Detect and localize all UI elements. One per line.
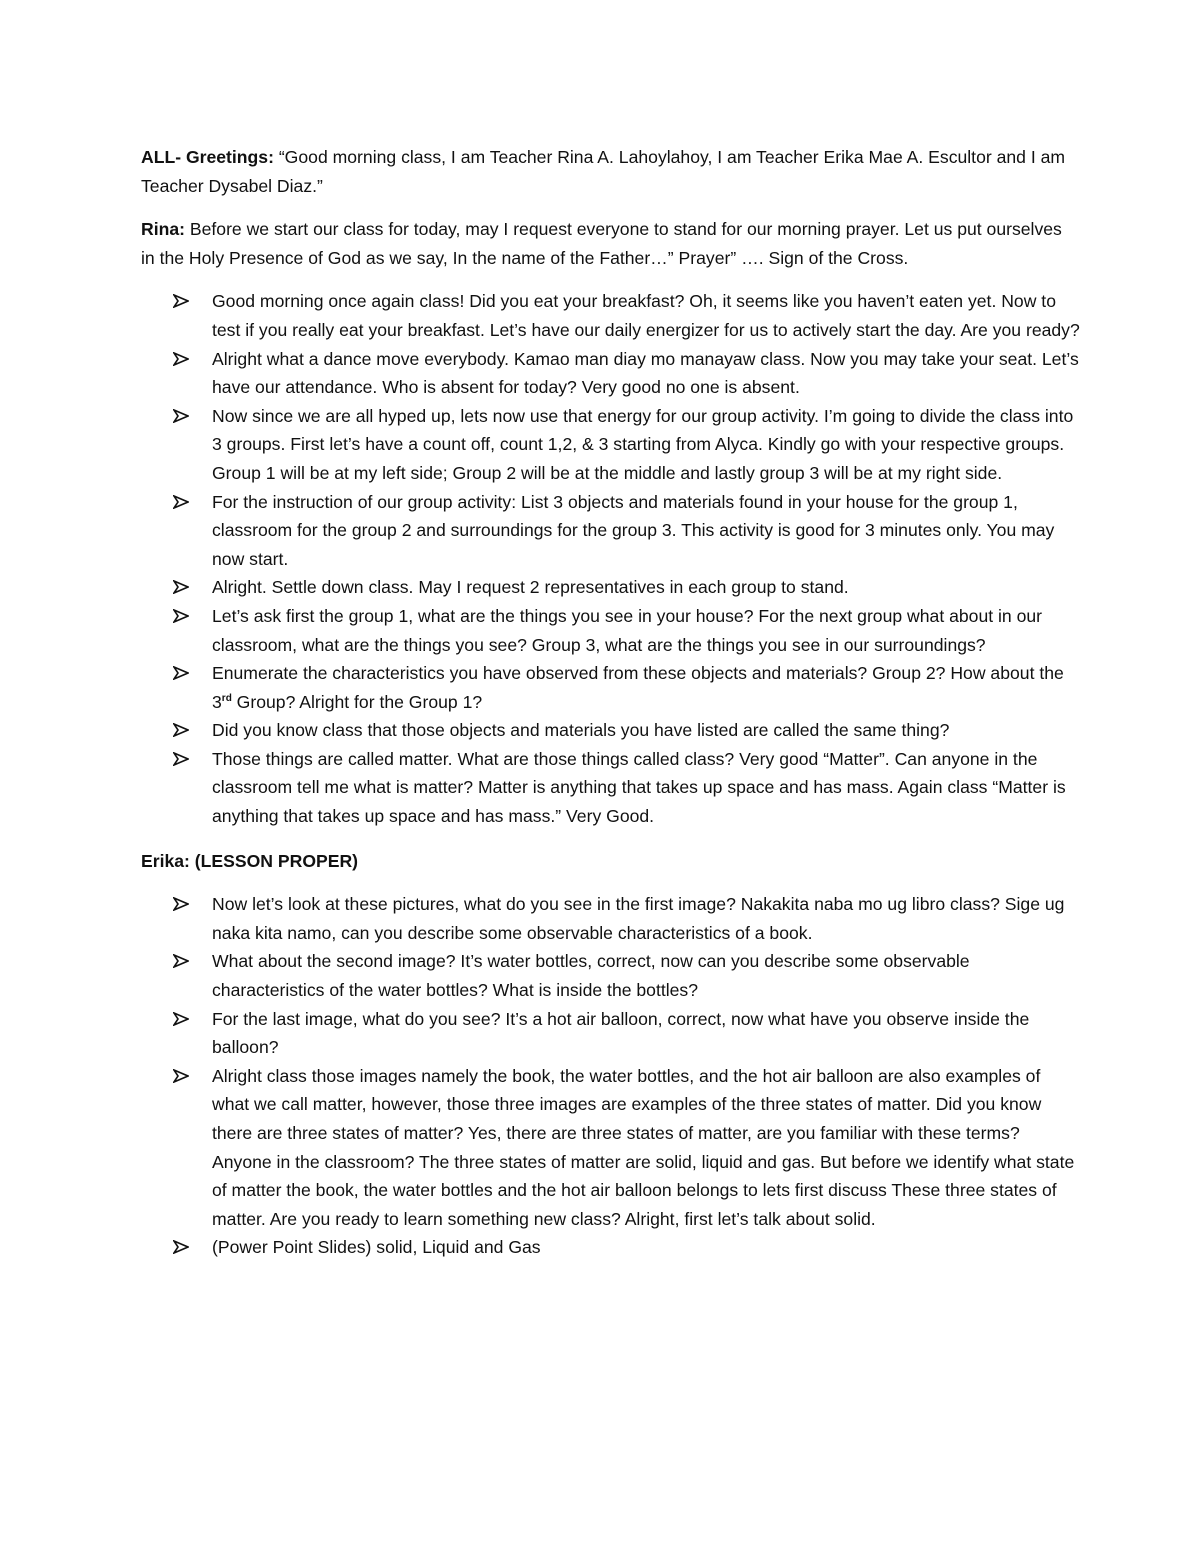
list-item-text: For the instruction of our group activity: List 3 objects and materials found in your house for the group 1, classroom for the group 2 and surroundings for the group 3. This activity is good for 3 minutes only. You may now start.: [212, 491, 1055, 569]
list-item: [141, 1062, 1080, 1234]
list-item-text: Alright what a dance move everybody. Kamao man diay mo manayaw class. Now you may take your seat. Let’s have our attendance. Who is absent for today? Very good no one is absent.: [212, 348, 1079, 398]
list-item-text: Those things are called matter. What are those things called class? Very good “Matter”. Can anyone in the classroom tell me what is matter? Matter is anything that takes up space and has mass. Again class “Matter is anything that takes up space and has mass.” Very Good.: [212, 748, 1066, 827]
list-item: [141, 1233, 1080, 1262]
list-item: [141, 488, 1080, 574]
list-item-text: Did you know class that those objects and materials you have listed are called the same thing?: [212, 720, 950, 741]
list-item-text: What about the second image? It’s water bottles, correct, now can you describe some observable characteristics of the water bottles? What is inside the bottles?: [212, 951, 970, 1001]
list-item: [141, 573, 1080, 602]
rina-paragraph: [141, 215, 1080, 272]
erika-list: [141, 890, 1080, 1262]
list-item-text: Now let’s look at these pictures, what do you see in the first image? Nakakita naba mo ug libro class? Sige ug naka kita namo, can you describe some observable characteristics of a book.: [212, 894, 1065, 943]
list-item-text: Alright class those images namely the book, the water bottles, and the hot air balloon are also examples of what we call matter, however, those three images are examples of the three states of matter. Did you know there are three states of matter? Yes, there are three states of matter, are you familiar with these terms? Anyone in the classroom? The three states of matter are solid, liquid and gas. But before we identify what state of matter the book, the water bottles and the hot air balloon belongs to lets first discuss These three states of matter. Are you ready to learn something new class? Alright, first let’s talk about solid.: [212, 1065, 1075, 1229]
arrowhead-bullet-icon: [173, 402, 193, 430]
enumerate-text-before: Enumerate the characteristics you have observed from these objects and materials? Group 2? How about the 3: [212, 663, 1064, 712]
arrowhead-bullet-icon: [173, 1005, 193, 1033]
rina-text: Before we start our class for today, may I request everyone to stand for our morning prayer. Let us put ourselves in the Holy Presence of God as we say, In the name of the Father…” Prayer” …. Sign of the Cross.: [141, 219, 1062, 268]
list-item: [141, 947, 1080, 1004]
list-item: [141, 1005, 1080, 1062]
list-item: [141, 659, 1080, 716]
arrowhead-bullet-icon: [173, 1233, 193, 1261]
list-item-text: Let’s ask first the group 1, what are the things you see in your house? For the next group what about in our classroom, what are the things you see? Group 3, what are the things you see in our surroundings?: [212, 605, 1043, 655]
speaker-all: ALL- Greetings:: [141, 147, 274, 167]
arrowhead-bullet-icon: [173, 1062, 193, 1090]
speaker-rina: Rina:: [141, 219, 185, 240]
arrowhead-bullet-icon: [173, 488, 193, 516]
arrowhead-bullet-icon: [173, 890, 193, 918]
list-item-text: Good morning once again class! Did you eat your breakfast? Oh, it seems like you haven’t eaten yet. Now to test if you really eat your breakfast. Let’s have our daily energizer for us to actively start the day. Are you ready?: [212, 291, 1080, 340]
list-item: [141, 602, 1080, 659]
intro-paragraph: [141, 143, 1080, 200]
erika-heading: Erika: (LESSON PROPER): [141, 850, 359, 871]
intro-text: “Good morning class, I am Teacher Rina A. Lahoylahoy, I am Teacher Erika Mae A. Escultor and I am Teacher Dysabel Diaz.”: [141, 147, 1066, 196]
list-item-text: Now since we are all hyped up, lets now use that energy for our group activity. I’m going to divide the class into 3 groups. First let’s have a count off, count 1,2, & 3 starting from Alyca. Kindly go with your respective groups. Group 1 will be at my left side; Group 2 will be at the middle and lastly group 3 will be at my right side.: [212, 405, 1074, 483]
list-item-text: [212, 663, 1064, 712]
list-item-text: Alright. Settle down class. May I request 2 representatives in each group to stand.: [212, 577, 849, 598]
arrowhead-bullet-icon: [173, 602, 193, 630]
ordinal-superscript: rd: [221, 692, 232, 704]
list-item: [141, 890, 1080, 947]
rina-list: [141, 287, 1080, 830]
arrowhead-bullet-icon: [173, 345, 193, 373]
list-item: [141, 345, 1080, 402]
arrowhead-bullet-icon: [173, 947, 193, 975]
arrowhead-bullet-icon: [173, 659, 193, 687]
arrowhead-bullet-icon: [173, 745, 193, 773]
list-item-text: (Power Point Slides) solid, Liquid and Gas: [212, 1237, 541, 1258]
arrowhead-bullet-icon: [173, 573, 193, 601]
arrowhead-bullet-icon: [173, 287, 193, 315]
list-item-text: For the last image, what do you see? It’s a hot air balloon, correct, now what have you observe inside the balloon?: [212, 1008, 1030, 1058]
list-item: [141, 716, 1080, 745]
list-item: [141, 745, 1080, 831]
arrowhead-bullet-icon: [173, 716, 193, 744]
enumerate-text-after: Group? Alright for the Group 1?: [231, 691, 483, 712]
list-item: [141, 402, 1080, 488]
list-item: [141, 287, 1080, 344]
